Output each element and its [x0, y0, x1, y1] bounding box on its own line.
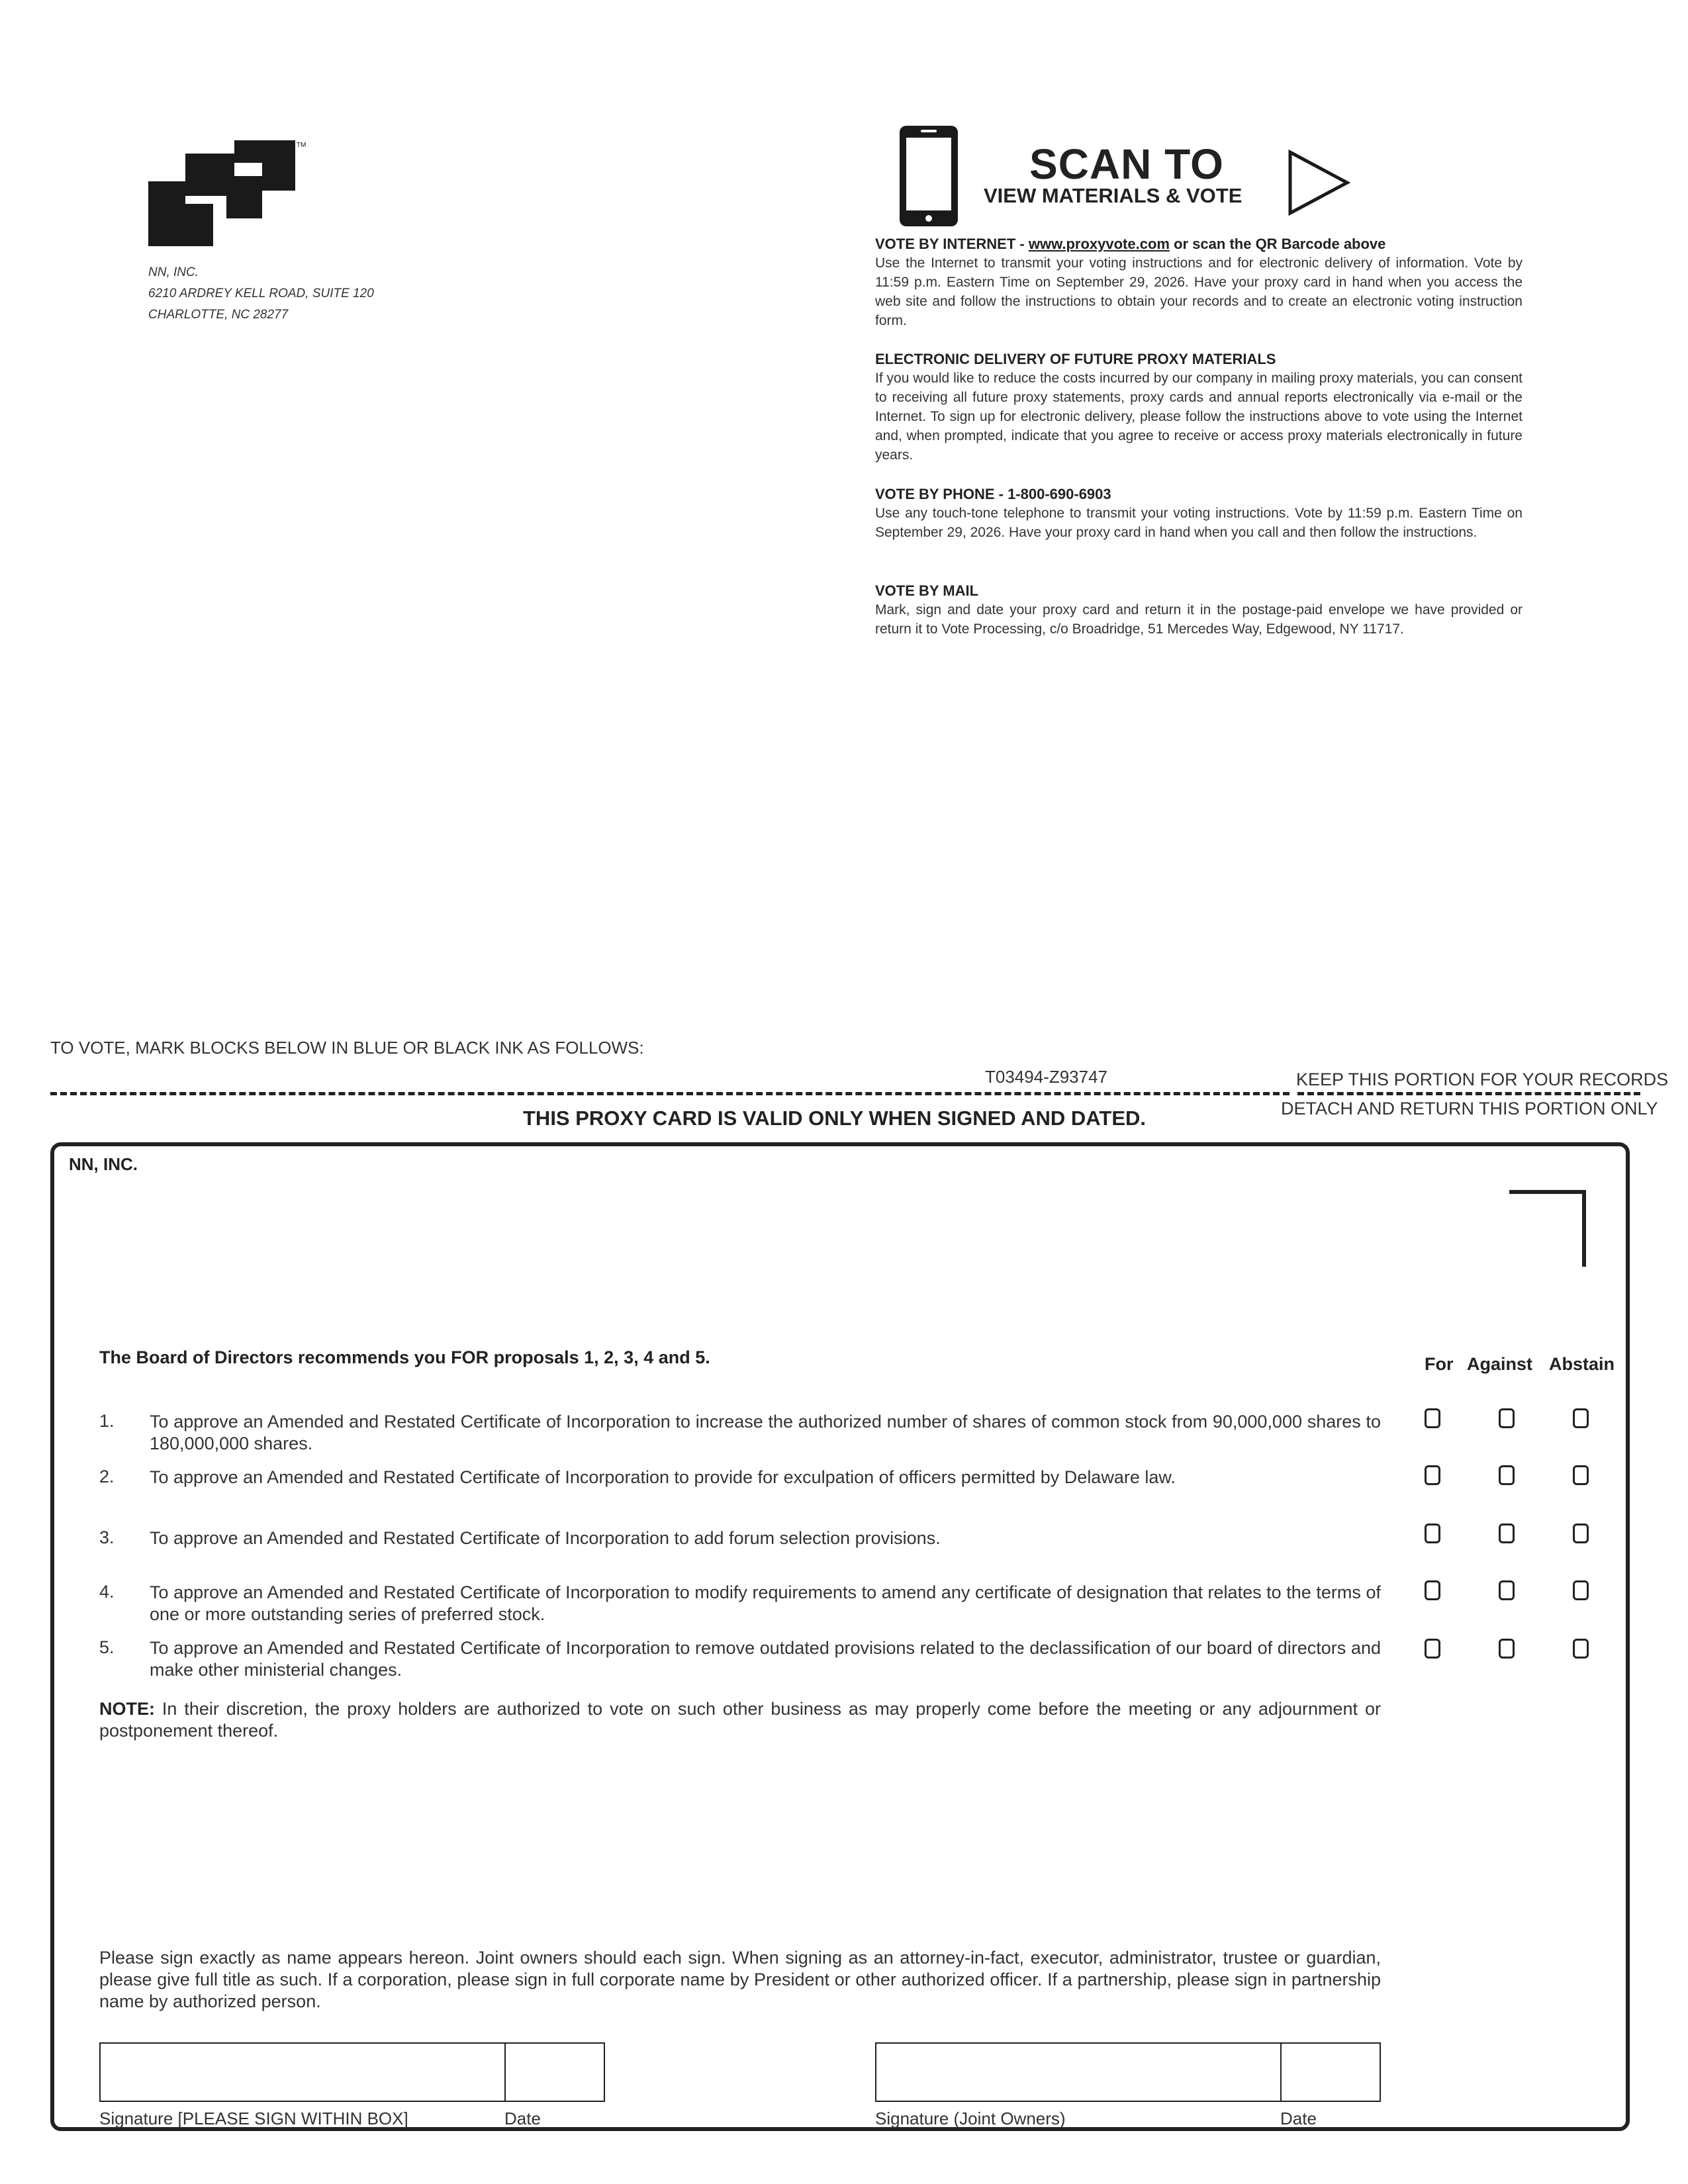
scan-title: SCAN TO: [1029, 140, 1224, 188]
joint-signature-box[interactable]: [875, 2042, 1282, 2102]
keep-portion-label: KEEP THIS PORTION FOR YOUR RECORDS: [1296, 1069, 1669, 1089]
vote-mail-section: [875, 581, 1523, 639]
proposal-number: 2.: [99, 1467, 115, 1486]
note-text: In their discretion, the proxy holders are authorized to vote on such other business as may properly come before the meeting or any adjournment or postponement thereof.: [99, 1699, 1381, 1741]
electronic-delivery-body: If you would like to reduce the costs incurred by our company in mailing proxy materials, you can consent to receiving all future proxy statements, proxy cards and annual reports electronically via e-mail or the Internet. To sign up for electronic delivery, please follow the instructions above to vote using the Internet and, when prompted, indicate that you agree to receive or access proxy materials electronically in future years.: [875, 371, 1523, 463]
address-line1: 6210 ARDREY KELL ROAD, SUITE 120: [148, 287, 374, 300]
proposal-3-for-checkbox[interactable]: [1425, 1524, 1440, 1543]
proposal-3-abstain-checkbox[interactable]: [1573, 1524, 1589, 1543]
date-label: Date: [504, 2109, 541, 2128]
address-line2: CHARLOTTE, NC 28277: [148, 308, 289, 322]
proposal-1-against-checkbox[interactable]: [1499, 1408, 1515, 1428]
proposal-2-for-checkbox[interactable]: [1425, 1465, 1440, 1485]
proposal-5-for-checkbox[interactable]: [1425, 1639, 1440, 1659]
proposal-3-against-checkbox[interactable]: [1499, 1524, 1515, 1543]
vote-phone-body: Use any touch-tone telephone to transmit your voting instructions. Vote by 11:59 p.m. Eastern Time on September 29, 2026. Have your proxy card in hand when you call and then follow the instructions.: [875, 506, 1523, 540]
vote-phone-section: [875, 484, 1523, 542]
electronic-delivery-heading: ELECTRONIC DELIVERY OF FUTURE PROXY MATERIALS: [875, 351, 1276, 367]
proxyvote-link[interactable]: www.proxyvote.com: [1028, 236, 1170, 252]
proposal-2-against-checkbox[interactable]: [1499, 1465, 1515, 1485]
proposal-5-abstain-checkbox[interactable]: [1573, 1639, 1589, 1659]
proposal-number: 1.: [99, 1411, 115, 1431]
column-abstain: Abstain: [1549, 1354, 1615, 1374]
proposal-text: To approve an Amended and Restated Certificate of Incorporation to provide for exculpation of officers permitted by Delaware law.: [150, 1467, 1176, 1487]
smartphone-icon: [897, 123, 961, 229]
proposal-number: 3.: [99, 1527, 115, 1547]
proposal-4-abstain-checkbox[interactable]: [1573, 1580, 1589, 1600]
scan-to-vote: [897, 123, 1360, 236]
detach-portion-label: DETACH AND RETURN THIS PORTION ONLY: [1281, 1099, 1658, 1118]
validity-notice: THIS PROXY CARD IS VALID ONLY WHEN SIGNED AND DATED.: [523, 1107, 1147, 1130]
proposal-1-abstain-checkbox[interactable]: [1573, 1408, 1589, 1428]
note-paragraph: [99, 1698, 1381, 1742]
date-box[interactable]: [504, 2042, 605, 2102]
proposal-text: To approve an Amended and Restated Certificate of Incorporation to modify requirements to amend any certificate of designation that relates to the terms of one or more outstanding series of preferred stock.: [150, 1582, 1381, 1624]
joint-date-box[interactable]: [1280, 2042, 1381, 2102]
vote-mail-body: Mark, sign and date your proxy card and return it in the postage-paid envelope we have provided or return it to Vote Processing, c/o Broadridge, 51 Mercedes Way, Edgewood, NY 11717.: [875, 602, 1523, 637]
proposal-2-abstain-checkbox[interactable]: [1573, 1465, 1589, 1485]
board-recommendation: The Board of Directors recommends you FOR proposals 1, 2, 3, 4 and 5.: [99, 1347, 710, 1367]
nn-logo-icon: [148, 140, 307, 246]
signing-instructions: Please sign exactly as name appears hereon. Joint owners should each sign. When signing as an attorney-in-fact, executor, administrator, trustee or guardian, please give full title as such. If a corporation, please sign in full corporate name by President or other authorized officer. If a partnership, please sign in partnership name by authorized person.: [99, 1948, 1381, 2011]
company-name: NN, INC.: [148, 265, 199, 279]
proposal-4-for-checkbox[interactable]: [1425, 1580, 1440, 1600]
proposal-text: To approve an Amended and Restated Certificate of Incorporation to increase the authorized number of shares of common stock from 90,000,000 shares to 180,000,000 shares.: [150, 1412, 1381, 1453]
proposal-text: To approve an Amended and Restated Certificate of Incorporation to add forum selection provisions.: [150, 1528, 941, 1548]
svg-text:TM: TM: [297, 142, 306, 149]
vote-internet-heading: VOTE BY INTERNET - www.proxyvote.com or scan the QR Barcode above: [875, 236, 1386, 252]
card-company-name: NN, INC.: [69, 1154, 138, 1174]
play-triangle-icon: [1288, 150, 1351, 216]
detach-line: [50, 1092, 1289, 1095]
proposal-1-for-checkbox[interactable]: [1425, 1408, 1440, 1428]
column-against: Against: [1467, 1354, 1533, 1374]
mark-blocks-instruction: TO VOTE, MARK BLOCKS BELOW IN BLUE OR BLACK INK AS FOLLOWS:: [50, 1038, 644, 1058]
vote-internet-section: [875, 234, 1523, 330]
vote-phone-heading: VOTE BY PHONE - 1-800-690-6903: [875, 486, 1111, 502]
proposal-4-against-checkbox[interactable]: [1499, 1580, 1515, 1600]
proposal-number: 4.: [99, 1582, 115, 1602]
control-number: T03494-Z93747: [985, 1067, 1108, 1087]
corner-mark: [1509, 1190, 1586, 1267]
joint-date-label: Date: [1280, 2109, 1317, 2128]
proposal-5-against-checkbox[interactable]: [1499, 1639, 1515, 1659]
signature-label: Signature [PLEASE SIGN WITHIN BOX]: [99, 2109, 408, 2128]
electronic-delivery-section: [875, 349, 1523, 465]
scan-subtitle: VIEW MATERIALS & VOTE: [984, 184, 1243, 207]
proposal-number: 5.: [99, 1637, 115, 1657]
note-label: NOTE:: [99, 1699, 155, 1719]
column-for: For: [1425, 1354, 1454, 1374]
detach-line-right: [1297, 1092, 1640, 1095]
signature-box[interactable]: [99, 2042, 506, 2102]
joint-signature-label: Signature (Joint Owners): [875, 2109, 1066, 2128]
proposal-text: To approve an Amended and Restated Certificate of Incorporation to remove outdated provisions related to the declassification of our board of directors and make other ministerial changes.: [150, 1638, 1381, 1680]
vote-mail-heading: VOTE BY MAIL: [875, 582, 979, 599]
vote-internet-body: Use the Internet to transmit your voting instructions and for electronic delivery of information. Vote by 11:59 p.m. Eastern Time on September 29, 2026. Have your proxy card in hand when you access the web site and follow the instructions to obtain your records and to create an electronic voting instruction form.: [875, 255, 1523, 328]
company-address: [148, 262, 374, 326]
